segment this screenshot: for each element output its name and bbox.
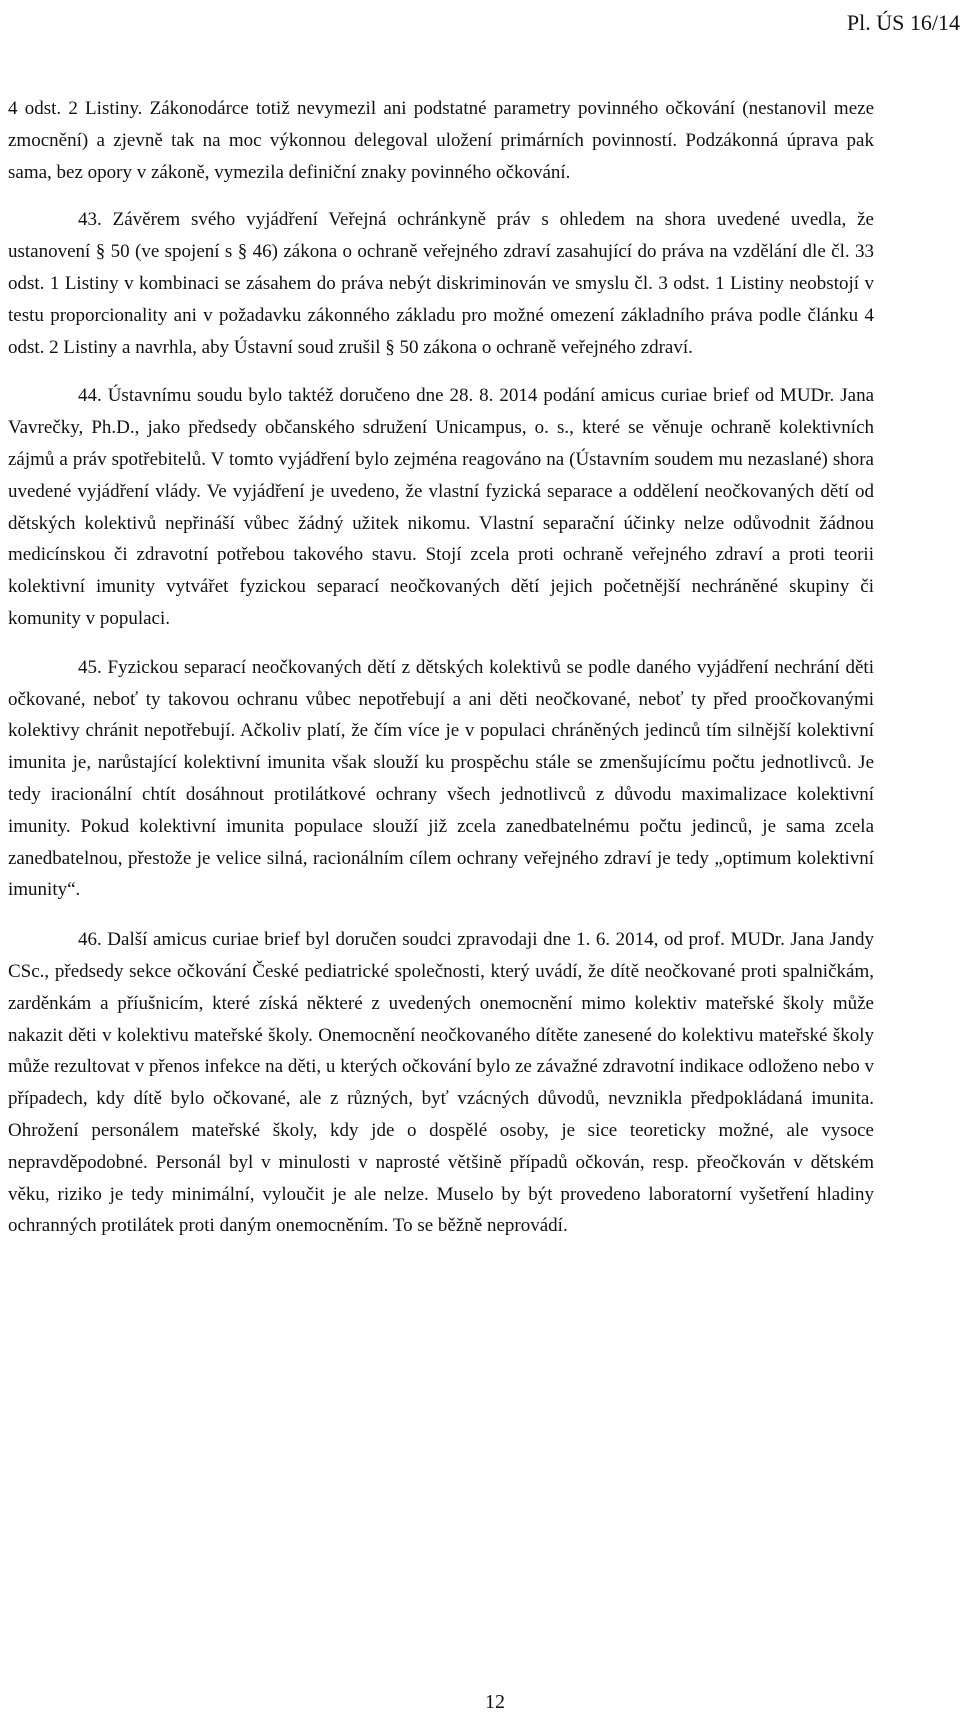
paragraph-46: 46. Další amicus curiae brief byl doručen soudci zpravodaji dne 1. 6. 2014, od prof. MUDr. Jana Jandy CSc., předsedy sekce očkování České pediatrické společnosti, který uvádí, že dítě neočkované proti spalničkám, zarděnkám a příušnicím, které získá některé z uvedených onemocnění mimo kolektiv mateřské školy může nakazit děti v kolektivu mateřské školy. Onemocnění neočkovaného dítěte zanesené do kolektivu mateřské školy může rezultovat v přenos infekce na děti, u kterých očkování bylo ze závažné zdravotní indikace odloženo nebo v případech, kdy dítě bylo očkované, ale z různých, byť vzácných důvodů, nevznikla předpokládaná imunita. Ohrožení personálem mateřské školy, kdy jde o dospělé osoby, je sice teoreticky možné, ale vysoce nepravděpodobné. Personál byl v minulosti v naprosté většině případů očkován, resp. přeočkován v dětském věku, riziko je tedy minimální, vyloučit je ale nelze. Muselo by být provedeno laboratorní vyšetření hladiny ochranných protilátek proti daným onemocněním. To se běžně neprovádí.: [8, 929, 874, 1237]
paragraph-44: 44. Ústavnímu soudu bylo taktéž doručeno dne 28. 8. 2014 podání amicus curiae brief od MUDr. Jana Vavrečky, Ph.D., jako předsedy občanského sdružení Unicampus, o. s., které se věnuje ochraně kolektivních zájmů a práv spotřebitelů. V tomto vyjádření bylo zejména reagováno na (Ústavním soudem mu nezaslané) shora uvedené vyjádření vlády. Ve vyjádření je uvedeno, že vlastní fyzická separace a oddělení neočkovaných dětí od dětských kolektivů nepřináší vůbec žádný užitek nikomu. Vlastní separační účinky nelze odůvodnit žádnou medicínskou či zdravotní potřebou takového stavu. Stojí zcela proti ochraně veřejného zdraví a proti teorii kolektivní imunity vytvářet fyzickou separací neočkovaných dětí jejich početnější nechráněné skupiny či komunity v populaci.: [8, 385, 874, 629]
page-number: 12: [485, 1691, 505, 1713]
paragraph-continuation: 4 odst. 2 Listiny. Zákonodárce totiž nevymezil ani podstatné parametry povinného očkování (nestanovil meze zmocnění) a zjevně tak na moc výkonnou delegoval uložení primárních povinností. Podzákonná úprava pak sama, bez opory v zákoně, vymezila definiční znaky povinného očkování.: [8, 98, 874, 183]
document-reference: Pl. ÚS 16/14: [846, 10, 960, 35]
document-body: [8, 93, 874, 1242]
paragraph-43: 43. Závěrem svého vyjádření Veřejná ochránkyně práv s ohledem na shora uvedené uvedla, že ustanovení § 50 (ve spojení s § 46) zákona o ochraně veřejného zdraví zasahující do práva na vzdělání dle čl. 33 odst. 1 Listiny v kombinaci se zásahem do práva nebýt diskriminován ve smyslu čl. 3 odst. 1 Listiny neobstojí v testu proporcionality ani v požadavku zákonného základu pro možné omezení základního práva podle článku 4 odst. 2 Listiny a navrhla, aby Ústavní soud zrušil § 50 zákona o ochraně veřejného zdraví.: [8, 209, 874, 358]
paragraph-45: 45. Fyzickou separací neočkovaných dětí z dětských kolektivů se podle daného vyjádření nechrání děti očkované, neboť ty takovou ochranu vůbec nepotřebují a ani děti neočkované, neboť ty před proočkovanými kolektivy chránit nepotřebují. Ačkoliv platí, že čím více je v populaci chráněných jedinců tím silnější kolektivní imunita je, narůstající kolektivní imunita však slouží ku prospěchu stále se zmenšujícímu počtu jednotlivců. Je tedy iracionální chtít dosáhnout protilátkové ochrany všech jednotlivců z důvodu maximalizace kolektivní imunity. Pokud kolektivní imunita populace slouží již zcela zanedbatelnému počtu jedinců, je sama zcela zanedbatelnou, přestože je velice silná, racionálním cílem ochrany veřejného zdraví je tedy „optimum kolektivní imunity“.: [8, 656, 874, 901]
